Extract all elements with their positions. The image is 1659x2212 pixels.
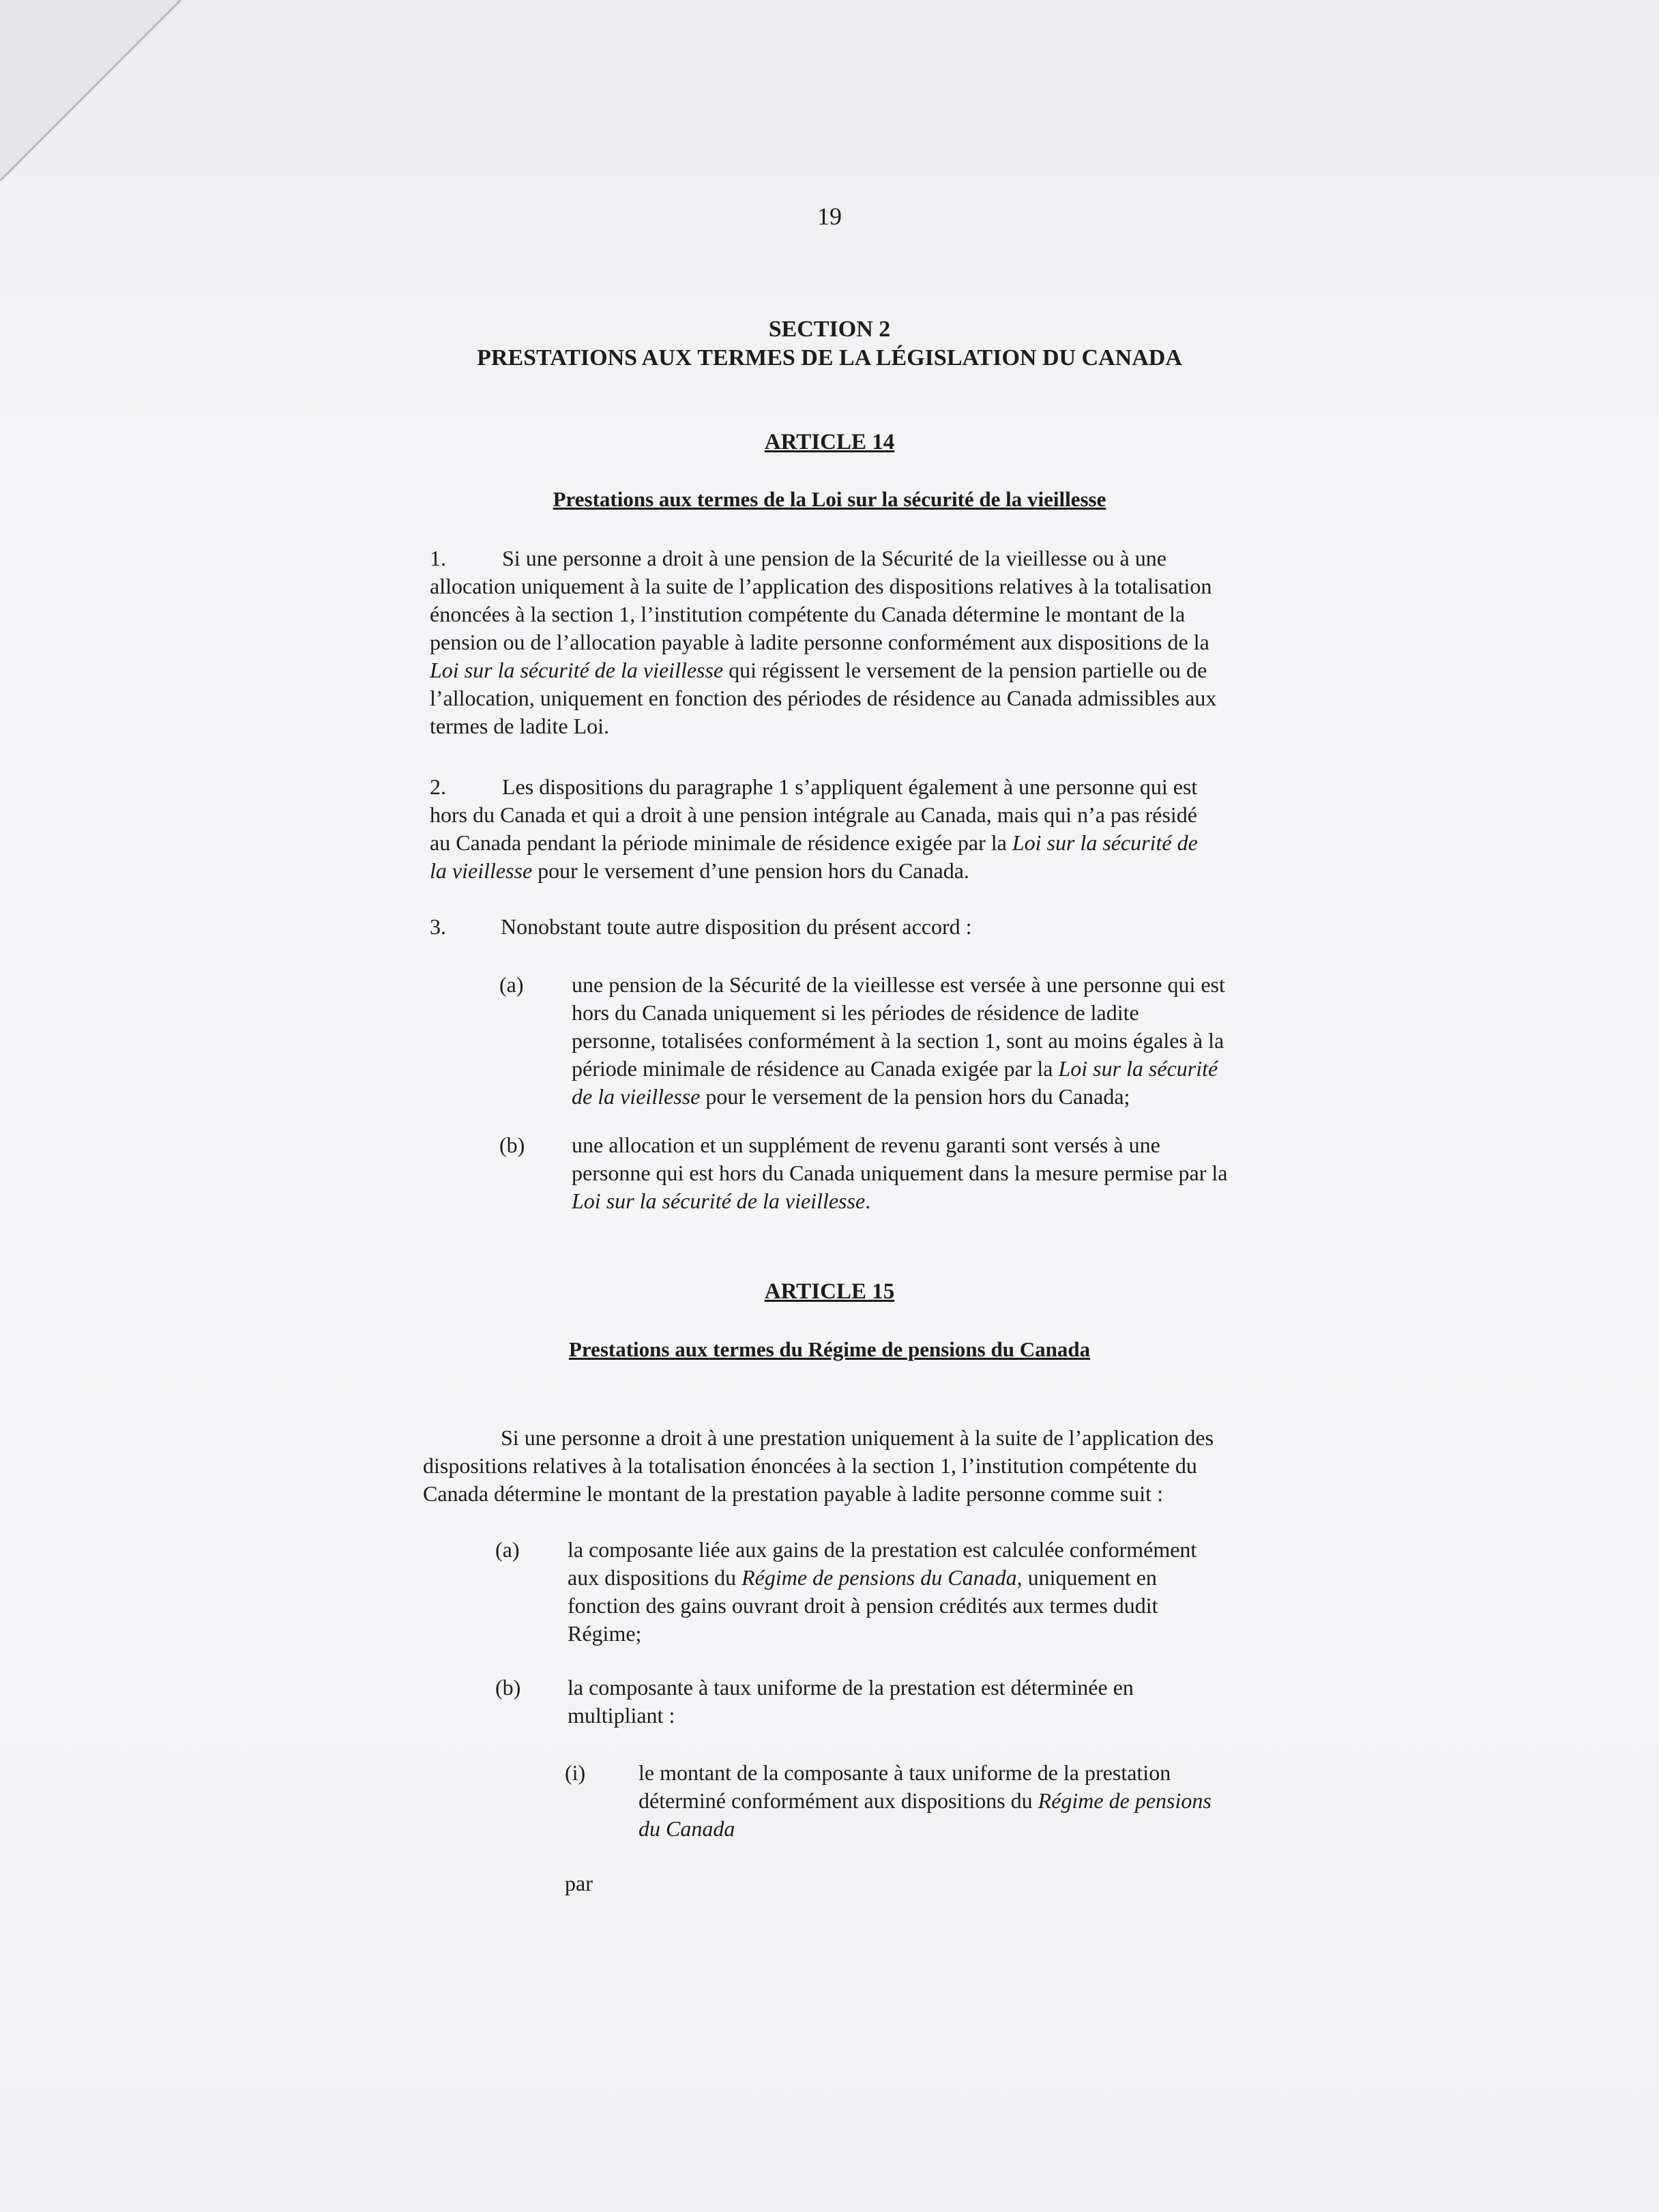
- article-15-item-b: la composante à taux uniforme de la prestation est déterminée en multipliant :: [568, 1675, 1134, 1728]
- article-14-item-b: une allocation et un supplément de revenu garanti sont versés à une personne qui est hors du Canada uniquement dans la mesure permise par la Loi sur la sécurité de la vieillesse.: [572, 1133, 1228, 1213]
- article-14-para-2-number: 2.: [430, 774, 446, 799]
- article-15-par: par: [565, 1871, 593, 1895]
- article-15-item-a: la composante liée aux gains de la prestation est calculée conformément aux dispositions du Régime de pensions du Canada, uniquement en fonction des gains ouvrant droit à pension crédités aux termes dudit Régime;: [568, 1537, 1197, 1646]
- section-title: PRESTATIONS AUX TERMES DE LA LÉGISLATION DU CANADA: [477, 345, 1182, 370]
- section-heading: [0, 315, 1659, 373]
- page-number: 19: [817, 203, 842, 230]
- article-15-subitem-i-label: (i): [565, 1760, 586, 1785]
- article-15-title: ARTICLE 15: [764, 1279, 895, 1304]
- article-14-subtitle: Prestations aux termes de la Loi sur la sécurité de la vieillesse: [553, 487, 1106, 511]
- article-14-para-1: Si une personne a droit à une pension de la Sécurité de la vieillesse ou à une allocation uniquement à la suite de l’application des dispositions relatives à la totalisation énoncées à la section 1, l’institution compétente du Canada détermine le montant de la pension ou de l’allocation payable à ladite personne conformément aux dispositions de la Loi sur la sécurité de la vieillesse qui régissent le versement de la pension partielle ou de l’allocation, uniquement en fonction des périodes de résidence au Canada admissibles aux termes de ladite Loi.: [430, 546, 1217, 738]
- article-14-para-3-number: 3.: [430, 914, 446, 939]
- article-14-item-b-label: (b): [499, 1133, 525, 1157]
- article-15-subtitle: Prestations aux termes du Régime de pensions du Canada: [568, 1337, 1091, 1361]
- article-14-para-1-number: 1.: [430, 546, 446, 570]
- article-15-subitem-i: le montant de la composante à taux uniforme de la prestation déterminé conformément aux dispositions du Régime de pensions du Canada: [638, 1760, 1212, 1841]
- article-15-item-a-label: (a): [495, 1537, 520, 1562]
- article-15-item-b-label: (b): [495, 1675, 521, 1700]
- article-15-intro: Si une personne a droit à une prestation uniquement à la suite de l’application des dispositions relatives à la totalisation énoncées à la section 1, l’institution compétente du Canada détermine le montant de la prestation payable à ladite personne comme suit :: [423, 1425, 1214, 1506]
- article-14-title: ARTICLE 14: [764, 430, 895, 454]
- section-label: SECTION 2: [768, 317, 891, 342]
- article-14-item-a: une pension de la Sécurité de la vieillesse est versée à une personne qui est hors du Canada uniquement si les périodes de résidence de ladite personne, totalisées conformément à la section 1, sont au moins égales à la période minimale de résidence au Canada exigée par la Loi sur la sécurité de la vieillesse pour le versement de la pension hors du Canada;: [572, 972, 1225, 1109]
- folded-corner-mark: [0, 0, 191, 191]
- article-14-para-3: Nonobstant toute autre disposition du présent accord :: [501, 914, 972, 939]
- article-14-item-a-label: (a): [499, 972, 524, 997]
- article-14-para-2: Les dispositions du paragraphe 1 s’appliquent également à une personne qui est hors du Canada et qui a droit à une pension intégrale au Canada, mais qui n’a pas résidé au Canada pendant la période minimale de résidence exigée par la Loi sur la sécurité de la vieillesse pour le versement d’une pension hors du Canada.: [430, 774, 1198, 883]
